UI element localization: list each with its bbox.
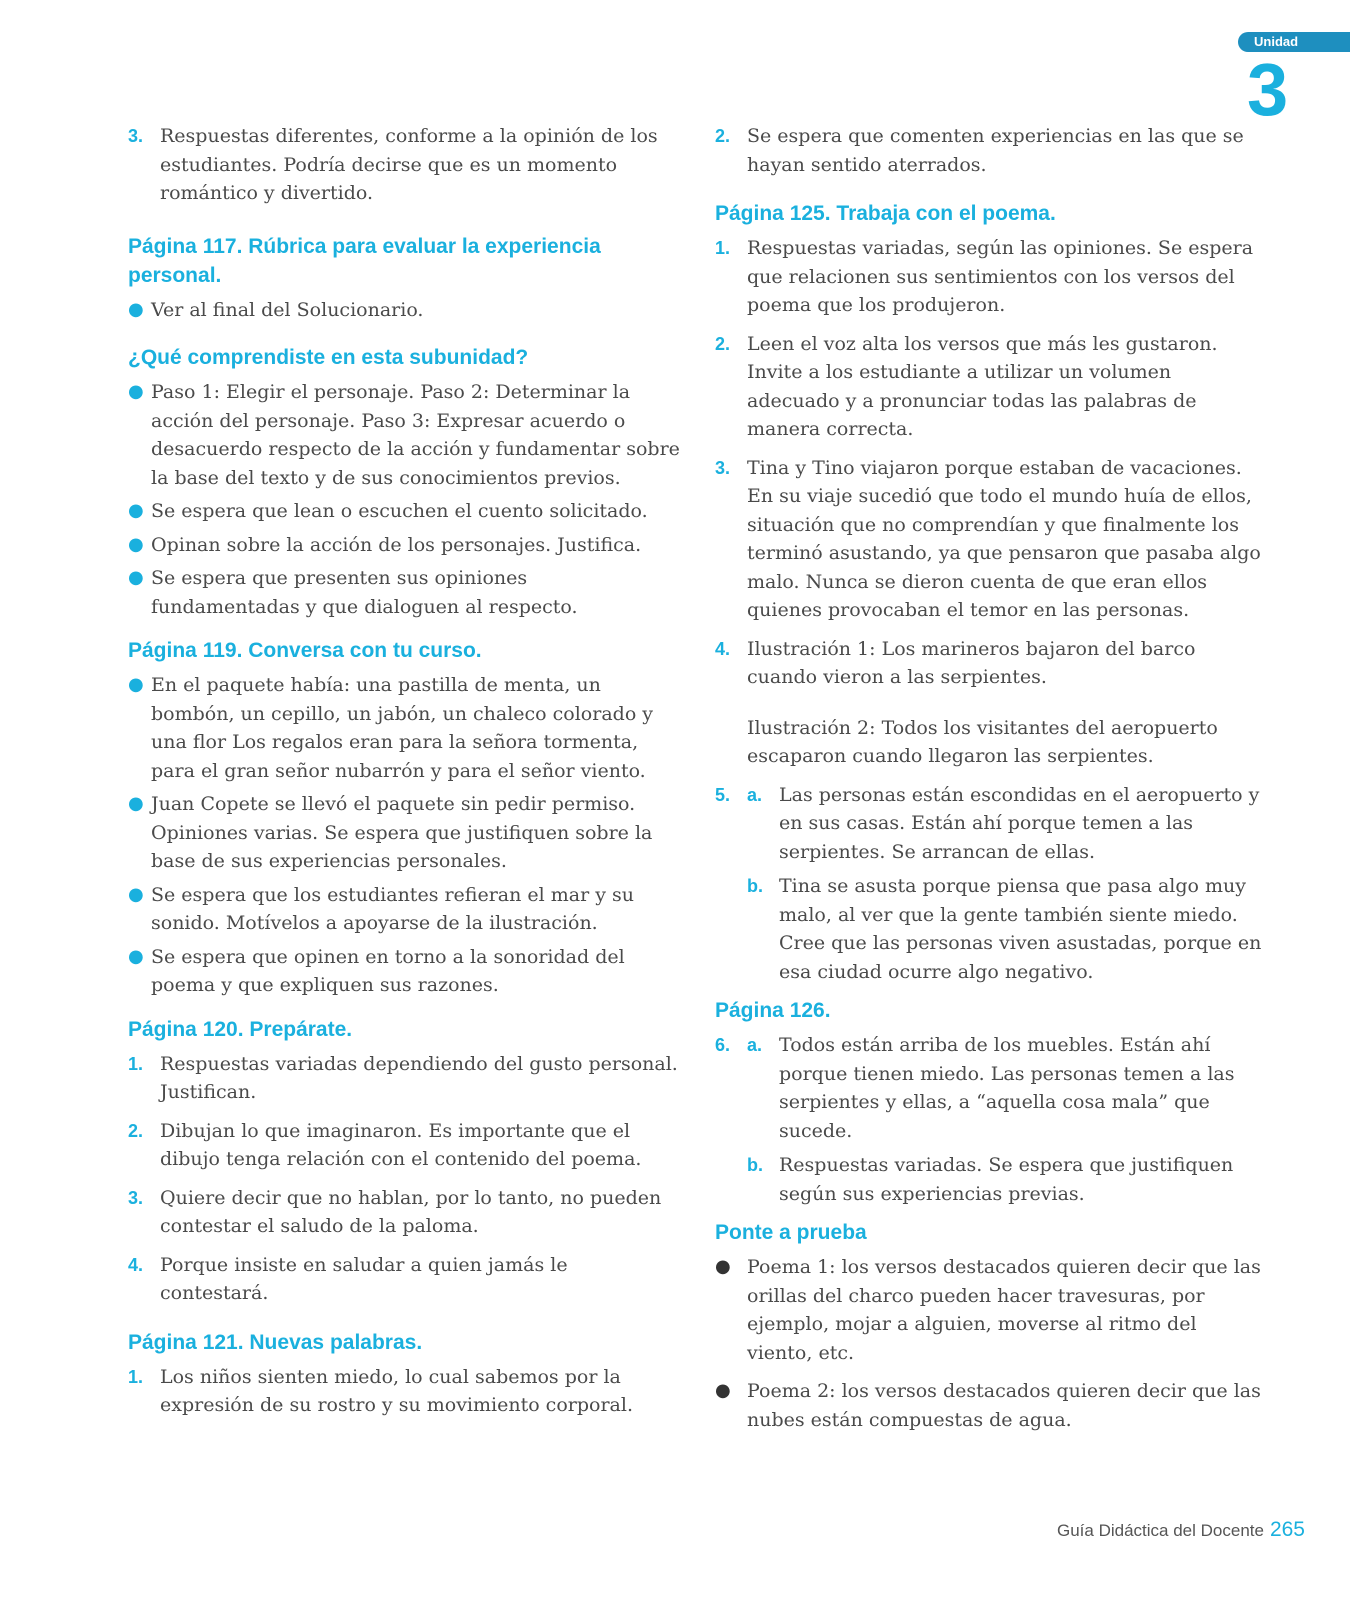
answer-item xyxy=(128,1184,680,1241)
item-number: 2. xyxy=(715,126,731,146)
bullet-icon: ● xyxy=(128,567,144,588)
sub-letter: b. xyxy=(747,876,763,896)
section-heading: Página 119. Conversa con tu curso. xyxy=(128,639,482,662)
item-number: 5. xyxy=(715,784,731,805)
item-number: 2. xyxy=(128,1120,144,1141)
bullet-item xyxy=(128,531,680,560)
answer-item xyxy=(128,1363,680,1420)
right-column xyxy=(715,122,1267,1439)
bullet-item xyxy=(128,790,680,876)
item-text: Tina y Tino viajaron porque estaban de vacaciones. En su viaje sucedió que todo el mundo huía de ellos, situación que no comprendían y que finalmente los terminó asustando, ya que pensaron que pasaba algo malo. Nunca se dieron cuenta de que eran ellos quienes provocaban el temor en las personas. xyxy=(747,456,1261,621)
page-number: 265 xyxy=(1269,1518,1305,1541)
page-footer xyxy=(1057,1518,1305,1542)
answer-item xyxy=(715,635,1267,771)
item-number: 4. xyxy=(128,1254,144,1275)
item-text: Respuestas variadas, según las opiniones. Se espera que relacionen sus sentimientos con los versos del poema que los produjeron. xyxy=(747,237,1254,316)
bullet-text: Ver al final del Solucionario. xyxy=(151,298,424,321)
sub-text: Todos están arriba de los muebles. Están ahí porque tienen miedo. Las personas temen a las serpientes y ellas, a “aquella cosa mala” que sucede. xyxy=(779,1034,1235,1142)
bullet-item xyxy=(128,378,680,492)
answer-item xyxy=(715,234,1267,320)
item-number: 3. xyxy=(128,126,144,146)
section-heading: Página 121. Nuevas palabras. xyxy=(128,1330,423,1354)
item-text: Quiere decir que no hablan, por lo tanto, no pueden contestar el saludo de la paloma. xyxy=(160,1186,662,1237)
sub-letter: a. xyxy=(747,784,763,805)
sub-text: Tina se asusta porque piensa que pasa algo muy malo, al ver que la gente también siente miedo. Cree que las personas viven asustadas, porque en esa ciudad ocurre algo negativo. xyxy=(779,875,1262,983)
bullet-text: Poema 1: los versos destacados quieren decir que las orillas del charco pueden hacer travesuras, por ejemplo, mojar a alguien, moverse al ritmo del viento, etc. xyxy=(747,1256,1261,1364)
item-number: 3. xyxy=(128,1187,144,1208)
section-heading: Página 120. Prepárate. xyxy=(128,1017,353,1041)
answer-item xyxy=(128,1050,680,1107)
section-heading: Página 125. Trabaja con el poema. xyxy=(715,202,1056,225)
answer-item xyxy=(128,1117,680,1174)
sub-letter: a. xyxy=(747,1035,763,1055)
sub-item xyxy=(747,1151,1267,1208)
bullet-icon: ● xyxy=(715,1256,731,1277)
bullet-icon: ● xyxy=(128,674,144,695)
bullet-item xyxy=(128,671,680,785)
item-number: 1. xyxy=(128,1053,144,1074)
footer-guide-title: Guía Didáctica del Docente xyxy=(1057,1521,1264,1540)
bullet-text: Poema 2: los versos destacados quieren decir que las nubes están compuestas de agua. xyxy=(747,1380,1261,1431)
item-text: Dibujan lo que imaginaron. Es importante que el dibujo tenga relación con el contenido del poema. xyxy=(160,1119,642,1170)
item-text: Ilustración 1: Los marineros bajaron del barco cuando vieron a las serpientes. xyxy=(747,637,1196,688)
bullet-text: En el paquete había: una pastilla de menta, un bombón, un cepillo, un jabón, un chaleco colorado y una flor Los regalos eran para la señora tormenta, para el gran señor nubarrón y para el señor viento. xyxy=(151,674,654,782)
answer-item xyxy=(715,1031,1267,1208)
bullet-item xyxy=(715,1253,1267,1367)
answer-item xyxy=(715,454,1267,625)
bullet-text: Se espera que lean o escuchen el cuento solicitado. xyxy=(151,500,648,522)
sub-item xyxy=(747,872,1267,986)
bullet-item xyxy=(715,1377,1267,1434)
bullet-item xyxy=(128,943,680,1000)
item-number: 2. xyxy=(715,333,731,354)
bullet-item xyxy=(128,564,680,621)
bullet-text: Paso 1: Elegir el personaje. Paso 2: Determinar la acción del personaje. Paso 3: Expresar acuerdo o desacuerdo respecto de la acción y fundamentar sobre la base del texto y de sus conocimientos previos. xyxy=(151,381,680,489)
bullet-icon: ● xyxy=(715,1380,731,1401)
bullet-text: Se espera que opinen en torno a la sonoridad del poema y que expliquen sus razones. xyxy=(151,945,625,996)
sub-text: Las personas están escondidas en el aeropuerto y en sus casas. Están ahí porque temen a las serpientes. Se arrancan de ellas. xyxy=(779,783,1260,863)
item-number: 1. xyxy=(715,238,731,258)
bullet-icon: ● xyxy=(128,500,144,521)
unit-label: Unidad xyxy=(1254,34,1299,49)
sub-letter: b. xyxy=(747,1155,763,1175)
item-number: 6. xyxy=(715,1035,731,1055)
bullet-icon: ● xyxy=(128,883,144,905)
bullet-text: Se espera que presenten sus opiniones fundamentadas y que dialoguen al respecto. xyxy=(151,567,578,618)
section-heading: Ponte a prueba xyxy=(715,1221,867,1244)
bullet-text: Opinan sobre la acción de los personajes. Justifica. xyxy=(151,533,642,556)
answer-item xyxy=(715,781,1267,987)
item-number: 1. xyxy=(128,1366,144,1387)
bullet-icon: ● xyxy=(128,533,144,555)
item-number: 3. xyxy=(715,457,731,478)
section-heading: Página 117. Rúbrica para evaluar la experiencia personal. xyxy=(128,234,601,287)
section-heading: Página 126. xyxy=(715,999,831,1022)
item-text: Leen el voz alta los versos que más les gustaron. Invite a los estudiante a utilizar un volumen adecuado y a pronunciar todas las palabras de manera correcta. xyxy=(747,332,1218,440)
answer-item xyxy=(715,330,1267,444)
bullet-item xyxy=(128,497,680,526)
item-number: 4. xyxy=(715,638,731,659)
unit-number: 3 xyxy=(1247,48,1289,131)
sub-item xyxy=(747,1031,1267,1145)
sub-text: Respuestas variadas. Se espera que justifiquen según sus experiencias previas. xyxy=(779,1154,1234,1205)
answer-item xyxy=(128,1251,680,1308)
answer-item xyxy=(128,122,680,208)
answer-item xyxy=(715,122,1267,179)
item-text: Respuestas variadas dependiendo del gusto personal. Justifican. xyxy=(160,1052,678,1103)
bullet-icon: ● xyxy=(128,298,144,320)
bullet-text: Se espera que los estudiantes refieran el mar y su sonido. Motívelos a apoyarse de la ilustración. xyxy=(151,883,634,934)
item-text: Porque insiste en saludar a quien jamás le contestará. xyxy=(160,1253,568,1304)
item-text: Se espera que comenten experiencias en las que se hayan sentido aterrados. xyxy=(747,125,1244,176)
bullet-item xyxy=(128,881,680,938)
section-heading: ¿Qué comprendiste en esta subunidad? xyxy=(128,346,529,369)
item-text: Los niños sienten miedo, lo cual sabemos por la expresión de su rostro y su movimiento corporal. xyxy=(160,1365,633,1416)
left-column xyxy=(128,122,680,1430)
bullet-text: Juan Copete se llevó el paquete sin pedir permiso. Opiniones varias. Se espera que justifiquen sobre la base de sus experiencias personales. xyxy=(151,793,653,872)
item-text-extra: Ilustración 2: Todos los visitantes del aeropuerto escaparon cuando llegaron las serpientes. xyxy=(747,716,1218,767)
item-text: Respuestas diferentes, conforme a la opinión de los estudiantes. Podría decirse que es un momento romántico y divertido. xyxy=(160,125,658,204)
sub-item xyxy=(747,781,1267,867)
bullet-icon: ● xyxy=(128,381,144,402)
bullet-item xyxy=(128,296,680,325)
bullet-icon: ● xyxy=(128,945,144,967)
bullet-icon: ● xyxy=(128,793,144,814)
